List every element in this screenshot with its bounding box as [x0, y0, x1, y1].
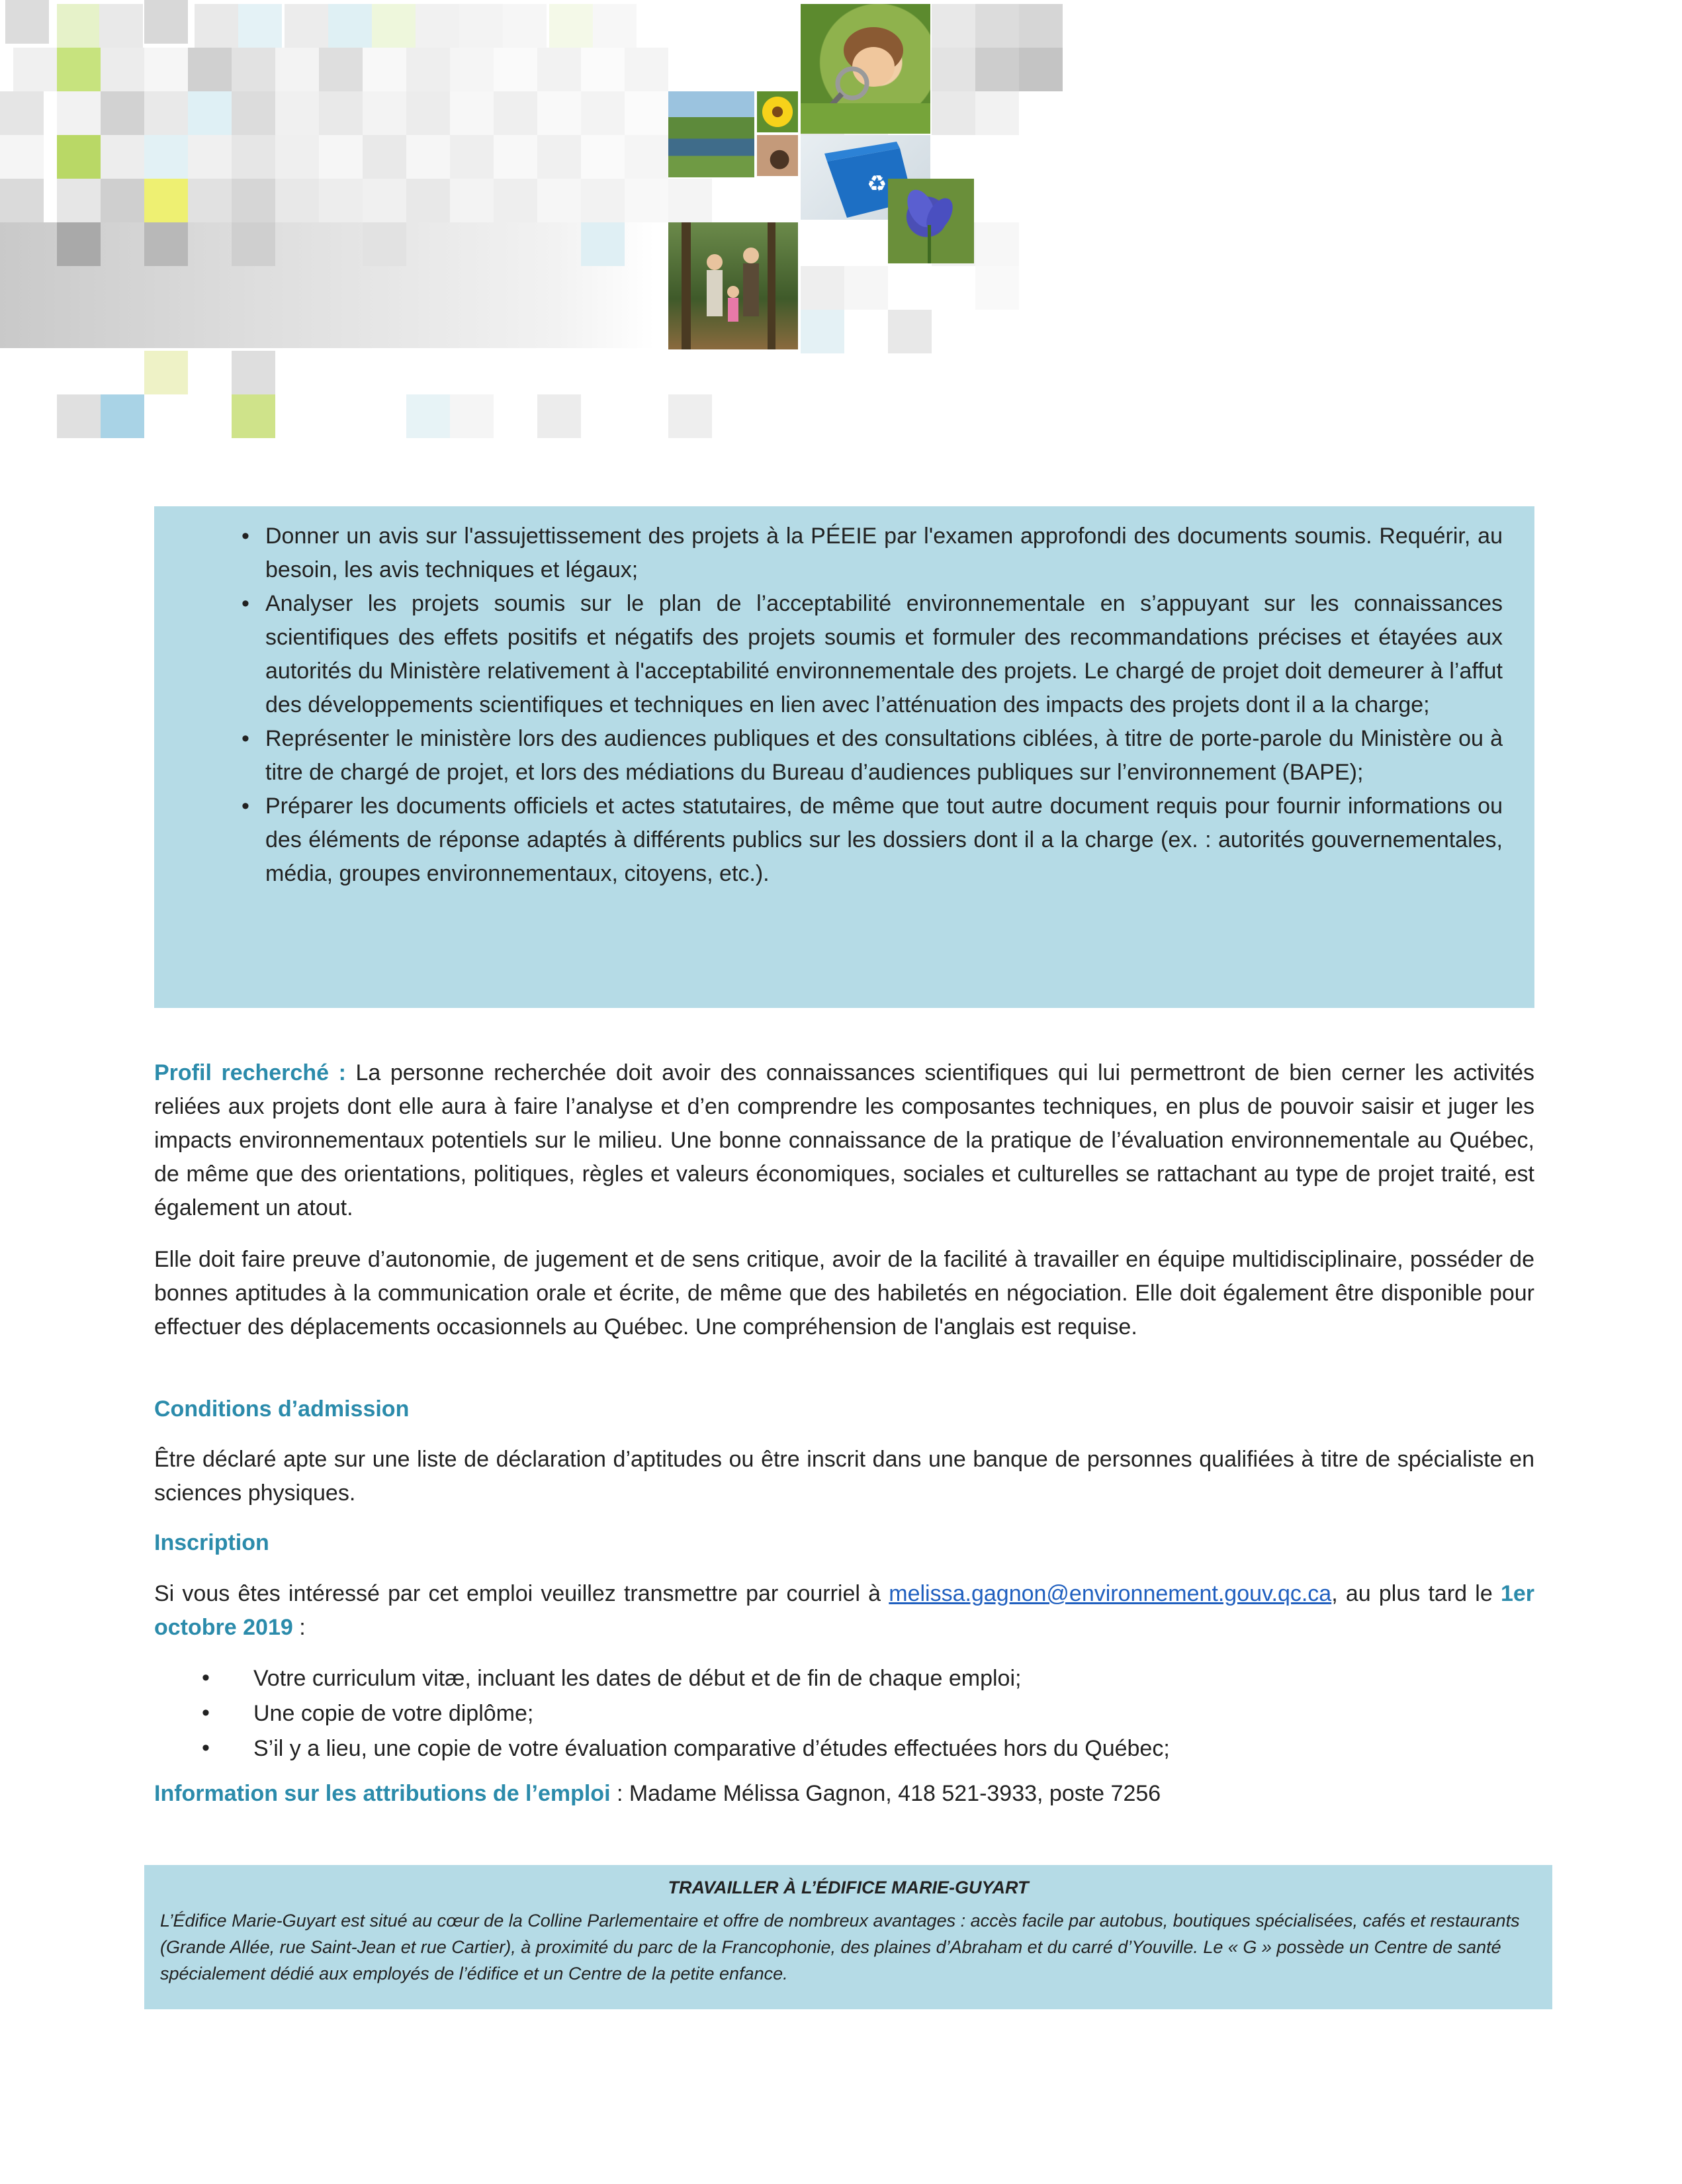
mosaic-tile — [101, 91, 144, 135]
inscription-text-mid: , au plus tard le — [1331, 1581, 1501, 1606]
mosaic-tile — [57, 91, 101, 135]
mosaic-tile — [101, 48, 144, 91]
mosaic-tile — [0, 91, 44, 135]
mosaic-tile — [232, 222, 275, 266]
inscription-text — [154, 1577, 1534, 1645]
header-mosaic-banner — [0, 0, 1072, 450]
mosaic-tile — [144, 351, 188, 394]
mosaic-tile — [319, 135, 363, 179]
mosaic-tile — [975, 266, 1019, 310]
lake-landscape-photo — [668, 91, 754, 177]
mosaic-tile — [450, 91, 494, 135]
mosaic-tile — [363, 91, 406, 135]
mosaic-tile — [238, 4, 282, 48]
mosaic-tile — [932, 4, 975, 48]
mosaic-tile — [5, 0, 49, 44]
mosaic-tile — [581, 91, 625, 135]
list-item — [186, 722, 1503, 790]
bullet-icon: • — [242, 523, 249, 549]
list-item-text: Préparer les documents officiels et actes statutaires, de même que tout autre document requis pour fournir informations ou des éléments de réponse adaptés à différents publics sur les dossiers dont il a la charge (ex. : autorités gouvernementales, média, groupes environnementaux, citoyens, etc.). — [265, 794, 1503, 886]
mosaic-tile — [975, 222, 1019, 266]
mosaic-tile — [13, 48, 57, 91]
mosaic-tile — [188, 91, 232, 135]
responsibilities-list — [186, 520, 1503, 891]
bullet-icon: • — [202, 1700, 210, 1725]
mosaic-tile — [232, 135, 275, 179]
bullet-icon: • — [242, 591, 249, 616]
inscription-heading: Inscription — [154, 1530, 269, 1555]
svg-text:♻: ♻ — [867, 171, 887, 197]
mosaic-tile — [406, 48, 450, 91]
mosaic-tile — [625, 135, 668, 179]
mosaic-tile — [144, 91, 188, 135]
mosaic-tile — [932, 48, 975, 91]
mosaic-tile — [932, 91, 975, 135]
mosaic-tile — [406, 394, 450, 438]
mosaic-tile — [275, 91, 319, 135]
mosaic-tile — [363, 135, 406, 179]
email-link[interactable]: melissa.gagnon@environnement.gouv.qc.ca — [889, 1581, 1332, 1606]
mosaic-tile — [328, 4, 372, 48]
mosaic-tile — [593, 4, 637, 48]
mosaic-tile — [625, 179, 668, 222]
profile-text: La personne recherchée doit avoir des connaissances scientifiques qui lui permettront de bien cerner les activités reliées aux projets dont elle aura à faire l’analyse et d’en comprendre les composantes techniques, en plus de pouvoir saisir et juger les impacts environnementaux potentiels sur le milieu. Une bonne connaissance de la pratique de l’évaluation environnementale au Québec, de même que des orientations, politiques, règles et valeurs économiques, sociales et culturelles se rattachant au type de projet traité, est également un atout. — [154, 1060, 1535, 1220]
mosaic-tile — [57, 222, 101, 266]
profile-paragraph — [154, 1056, 1534, 1225]
mosaic-tile — [537, 179, 581, 222]
mosaic-tile — [625, 91, 668, 135]
hands-soil-photo — [757, 135, 798, 176]
footer-text: L’Édifice Marie-Guyart est situé au cœur de la Colline Parlementaire et offre de nombreux avantages : accès facile par autobus, boutiques spécialisées, cafés et restaurants (Grande Allée, rue Saint-Jean et rue Cartier), à proximité du parc de la Francophonie, des plaines d’Abraham et du carré d’Youville. Le « G » possède un Centre de santé spécialement dédié aux employés de l’édifice et un Centre de la petite enfance. — [160, 1911, 1520, 1983]
mosaic-tile — [144, 0, 188, 44]
mosaic-tile — [275, 179, 319, 222]
mosaic-tile — [188, 135, 232, 179]
mosaic-tile — [57, 179, 101, 222]
mosaic-tile — [275, 135, 319, 179]
mosaic-tile — [101, 179, 144, 222]
bullet-icon: • — [202, 1665, 210, 1690]
mosaic-tile — [144, 48, 188, 91]
list-item — [186, 587, 1503, 722]
family-forest-walk-photo — [668, 222, 798, 349]
mosaic-tile — [450, 48, 494, 91]
yellow-flower-photo — [757, 91, 798, 132]
footer-title: TRAVAILLER À L’ÉDIFICE MARIE-GUYART — [668, 1878, 1029, 1897]
mosaic-tile — [0, 179, 44, 222]
mosaic-tile — [101, 135, 144, 179]
mosaic-tile — [275, 48, 319, 91]
profile-paragraph-2: Elle doit faire preuve d’autonomie, de jugement et de sens critique, avoir de la facilité à travailler en équipe multidisciplinaire, posséder de bonnes aptitudes à la communication orale et écrite, de même que des habiletés en négociation. Elle doit également être disponible pour effectuer des déplacements occasionnels au Québec. Une compréhension de l'anglais est requise. — [154, 1247, 1534, 1340]
list-item-text: Une copie de votre diplôme; — [253, 1701, 534, 1726]
mosaic-tile — [188, 179, 232, 222]
mosaic-tile — [668, 179, 712, 222]
mosaic-tile — [232, 48, 275, 91]
blue-iris-flower-photo — [888, 179, 974, 263]
mosaic-tile — [450, 394, 494, 438]
conditions-heading: Conditions d’admission — [154, 1396, 410, 1422]
conditions-text: Être déclaré apte sur une liste de déclaration d’aptitudes ou être inscrit dans une banque de personnes qualifiées à titre de spécialiste en sciences physiques. — [154, 1447, 1534, 1506]
mosaic-tile — [1019, 48, 1063, 91]
inscription-text-after: : — [292, 1615, 306, 1640]
mosaic-tile — [494, 48, 537, 91]
mosaic-tile — [319, 179, 363, 222]
child-magnifier-photo — [801, 4, 930, 134]
mosaic-tile — [801, 310, 844, 353]
mosaic-tile — [494, 91, 537, 135]
mosaic-tile — [232, 91, 275, 135]
mosaic-tile — [319, 48, 363, 91]
mosaic-tile — [57, 4, 101, 48]
footer-box — [144, 1865, 1552, 2009]
mosaic-tile — [537, 135, 581, 179]
list-item — [154, 1661, 1534, 1696]
mosaic-tile — [668, 394, 712, 438]
mosaic-tile — [57, 48, 101, 91]
mosaic-tile — [503, 4, 547, 48]
info-text: : Madame Mélissa Gagnon, 418 521-3933, poste 7256 — [610, 1781, 1161, 1806]
mosaic-tile — [406, 91, 450, 135]
mosaic-tile — [363, 222, 406, 266]
list-item — [186, 790, 1503, 891]
mosaic-tile — [0, 135, 44, 179]
mosaic-tile — [581, 48, 625, 91]
deadline-date: 1er octobre 2019 — [154, 1581, 1534, 1640]
mosaic-tile — [144, 222, 188, 266]
mosaic-tile — [372, 4, 416, 48]
mosaic-tile — [844, 266, 888, 310]
mosaic-tile — [537, 91, 581, 135]
list-item-text: Donner un avis sur l'assujettissement des projets à la PÉEIE par l'examen approfondi des documents soumis. Requérir, au besoin, les avis techniques et légaux; — [265, 523, 1503, 582]
mosaic-tile — [975, 4, 1019, 48]
mosaic-tile — [975, 48, 1019, 91]
mosaic-tile — [1019, 4, 1063, 48]
required-documents-list — [154, 1661, 1534, 1766]
list-item-text: Analyser les projets soumis sur le plan de l’acceptabilité environnementale en s’appuyant sur les connaissances scientifiques des effets positifs et négatifs des projets soumis et formuler des recommandations précises et étayées aux autorités du Ministère relativement à l'acceptabilité environnementale des projets. Le chargé de projet doit demeurer à l’affut des développements scientifiques et techniques en lien avec l’atténuation des impacts des projets dont il a la charge; — [265, 591, 1503, 717]
profile-label: Profil recherché : — [154, 1060, 346, 1085]
mosaic-tile — [144, 135, 188, 179]
list-item — [154, 1731, 1534, 1766]
mosaic-tile — [57, 135, 101, 179]
mosaic-tile — [537, 394, 581, 438]
mosaic-tile — [319, 91, 363, 135]
mosaic-tile — [494, 179, 537, 222]
list-item — [186, 520, 1503, 587]
mosaic-tile — [232, 394, 275, 438]
bullet-icon: • — [242, 794, 249, 819]
bullet-icon: • — [202, 1735, 210, 1760]
mosaic-tile — [232, 179, 275, 222]
mosaic-tile — [537, 48, 581, 91]
mosaic-tile — [144, 179, 188, 222]
list-item-text: S’il y a lieu, une copie de votre évaluation comparative d’études effectuées hors du Québec; — [253, 1736, 1170, 1761]
mosaic-tile — [406, 135, 450, 179]
mosaic-tile — [581, 222, 625, 266]
mosaic-tile — [459, 4, 503, 48]
inscription-text-before: Si vous êtes intéressé par cet emploi veuillez transmettre par courriel à — [154, 1581, 889, 1606]
mosaic-tile — [549, 4, 593, 48]
mosaic-tile — [363, 179, 406, 222]
info-paragraph — [154, 1777, 1534, 1811]
info-label: Information sur les attributions de l’emploi — [154, 1781, 611, 1806]
mosaic-tile — [494, 135, 537, 179]
mosaic-tile — [285, 4, 328, 48]
mosaic-tile — [188, 48, 232, 91]
mosaic-tile — [975, 91, 1019, 135]
mosaic-tile — [625, 48, 668, 91]
mosaic-tile — [57, 394, 101, 438]
mosaic-tile — [195, 4, 238, 48]
list-item-text: Représenter le ministère lors des audiences publiques et des consultations ciblées, à titre de porte-parole du Ministère ou à titre de chargé de projet, et lors des médiations du Bureau d’audiences publiques sur l’environnement (BAPE); — [265, 726, 1503, 785]
mosaic-tile — [888, 310, 932, 353]
mosaic-tile — [99, 4, 143, 48]
mosaic-tile — [363, 48, 406, 91]
mosaic-tile — [450, 135, 494, 179]
mosaic-tile — [416, 4, 459, 48]
list-item — [154, 1696, 1534, 1731]
mosaic-tile — [406, 179, 450, 222]
list-item-text: Votre curriculum vitæ, incluant les dates de début et de fin de chaque emploi; — [253, 1666, 1022, 1691]
responsibilities-box — [154, 506, 1534, 1008]
bullet-icon: • — [242, 726, 249, 751]
mosaic-tile — [581, 179, 625, 222]
mosaic-tile — [801, 266, 844, 310]
mosaic-tile — [101, 394, 144, 438]
mosaic-tile — [232, 351, 275, 394]
mosaic-tile — [581, 135, 625, 179]
mosaic-tile — [450, 179, 494, 222]
